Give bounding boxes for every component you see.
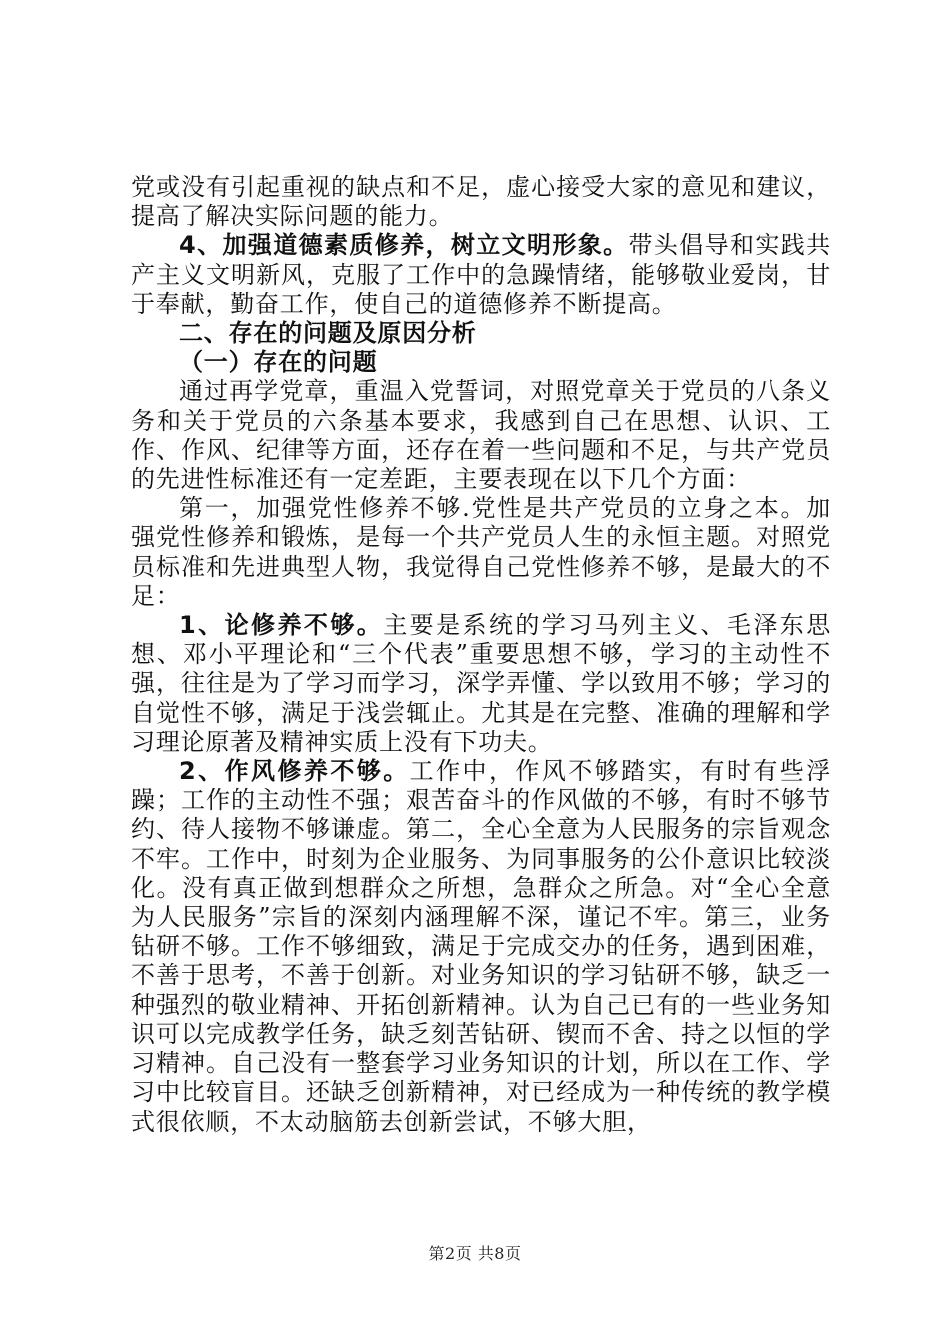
paragraph-lead-bold: 2、作风修养不够。 — [179, 757, 410, 786]
paragraph-moral-cultivation — [131, 231, 831, 319]
paragraph-lead-bold: 1、论修养不够。 — [179, 611, 384, 640]
paragraph-theory-cultivation — [131, 611, 831, 757]
paragraph-lead-bold: 4、加强道德素质修养，树立文明形象。 — [179, 231, 629, 260]
document-body — [131, 173, 831, 1137]
paragraph-style-cultivation — [131, 757, 831, 1137]
paragraph-text: 带头倡导和实践共产主义文明新风，克服了工作中的急躁情绪，能够敬业爱岗，甘于奉献，勤奋工作，使自己的道德修养不断提高。 — [131, 231, 831, 318]
paragraph-text: 工作中，作风不够踏实，有时有些浮躁；工作的主动性不强；艰苦奋斗的作风做的不够，有时不够节约、待人接物不够谦虚。第二，全心全意为人民服务的宗旨观念不牢。工作中，时刻为企业服务、为同事服务的公仆意识比较淡化。没有真正做到想群众之所想，急群众之所急。对“全心全意为人民服务”宗旨的深刻内涵理解不深，谨记不牢。第三，业务钻研不够。工作不够细致，满足于完成交办的任务，遇到困难，不善于思考，不善于创新。对业务知识的学习钻研不够，缺乏一种强烈的敬业精神、开拓创新精神。认为自己已有的一些业务知识可以完成教学任务，缺乏刻苦钻研、锲而不舍、持之以恒的学习精神。自己没有一整套学习业务知识的计划，所以在工作、学习中比较盲目。还缺乏创新精神，对已经成为一种传统的教学模式很依顺，不太动脑筋去创新尝试，不够大胆， — [131, 757, 831, 1136]
subsection-heading: （一）存在的问题 — [179, 348, 378, 377]
section-heading: 二、存在的问题及原因分析 — [179, 319, 477, 348]
page-number-footer: 第2页 共8页 — [428, 1244, 522, 1263]
paragraph-intro: 通过再学党章，重温入党誓词，对照党章关于党员的八条义务和关于党员的六条基本要求，我感到自己在思想、认识、工作、作风、纪律等方面，还存在着一些问题和不足，与共产党员的先进性标准还有一定差距，主要表现在以下几个方面： — [131, 377, 831, 494]
paragraph-first-point: 第一，加强党性修养不够.党性是共产党员的立身之本。加强党性修养和锻炼，是每一个共产党员人生的永恒主题。对照党员标准和先进典型人物，我觉得自己党性修养不够，是最大的不足： — [131, 494, 831, 610]
paragraph-text: 主要是系统的学习马列主义、毛泽东思想、邓小平理论和“三个代表”重要思想不够，学习的主动性不强，往往是为了学习而学习，深学弄懂、学以致用不够；学习的自觉性不够，满足于浅尝辄止。尤其是在完整、准确的理解和学习理论原著及精神实质上没有下功夫。 — [131, 611, 831, 756]
paragraph-continuation: 党或没有引起重视的缺点和不足，虚心接受大家的意见和建议，提高了解决实际问题的能力。 — [131, 173, 831, 231]
